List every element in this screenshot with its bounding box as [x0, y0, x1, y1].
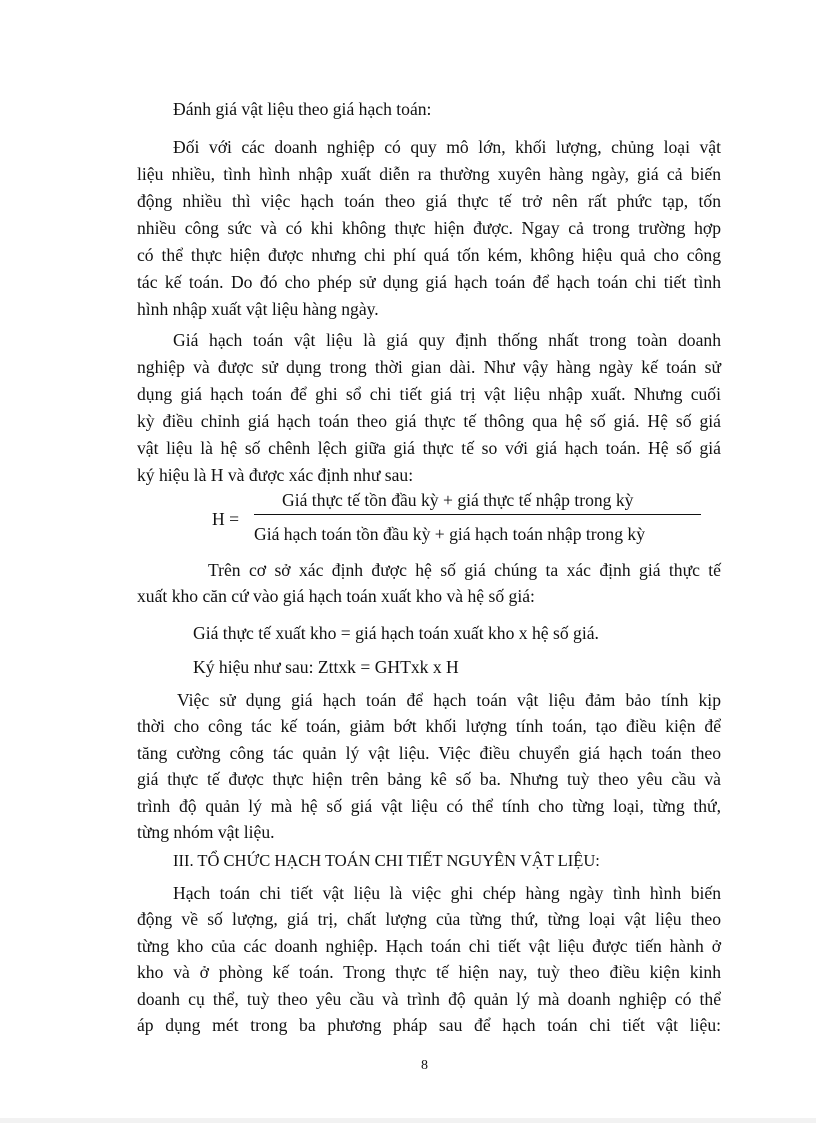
page-bottom-edge: [0, 1118, 816, 1123]
heading-valuation: Đánh giá vật liệu theo giá hạch toán:: [173, 99, 432, 119]
page-number: 8: [421, 1058, 428, 1073]
para2-line-4: kỳ điều chỉnh giá hạch toán theo giá thực tế thông qua hệ số giá. Hệ số giá: [137, 411, 721, 431]
para5-line-5: doanh cụ thể, tuỳ theo yêu cầu và trình độ quản lý mà doanh nghiệp có thể: [137, 989, 721, 1009]
para3-line-2: xuất kho căn cứ vào giá hạch toán xuất kho và hệ số giá:: [137, 586, 535, 606]
para2-line-6: ký hiệu là H và được xác định như sau:: [137, 465, 414, 485]
formula-denominator: Giá hạch toán tồn đầu kỳ + giá hạch toán nhập trong kỳ: [254, 524, 646, 544]
section-heading: III. TỔ CHỨC HẠCH TOÁN CHI TIẾT NGUYÊN VẬT LIỆU:: [173, 851, 600, 870]
para5-line-6: áp dụng mét trong ba phương pháp sau để hạch toán chi tiết vật liệu:: [137, 1015, 721, 1035]
para4-line-3: tăng cường công tác quản lý vật liệu. Việc điều chuyển giá hạch toán theo: [137, 743, 721, 763]
para5-line-2: động về số lượng, giá trị, chất lượng của từng thứ, từng loại vật liệu theo: [137, 909, 721, 929]
formula-lhs: H =: [212, 509, 240, 529]
para2-line-1: Giá hạch toán vật liệu là giá quy định thống nhất trong toàn doanh: [173, 330, 721, 350]
fraction-bar: [254, 514, 701, 515]
para5-line-1: Hạch toán chi tiết vật liệu là việc ghi chép hàng ngày tình hình biến: [173, 883, 721, 903]
para5-line-4: kho và ở phòng kế toán. Trong thực tế hiện nay, tuỳ theo điều kiện kinh: [137, 962, 721, 982]
para1-line-4: nhiều công sức và có khi không thực hiện được. Ngay cả trong trường hợp: [137, 218, 721, 238]
para2-line-2: nghiệp và được sử dụng trong thời gian dài. Như vậy hàng ngày kế toán sử: [137, 357, 721, 377]
para1-line-2: liệu nhiều, tình hình nhập xuất diễn ra thường xuyên hàng ngày, giá cả biến: [137, 164, 721, 184]
para4-line-1: Việc sử dụng giá hạch toán để hạch toán vật liệu đảm bảo tính kịp: [177, 690, 721, 710]
para4-line-5: trình độ quản lý mà hệ số giá vật liệu có thể tính cho từng loại, từng thứ,: [137, 796, 721, 816]
para4-line-2: thời cho công tác kế toán, giảm bớt khối lượng tính toán, tạo điều kiện để: [137, 716, 721, 736]
para1-line-5: có thể thực hiện được nhưng chi phí quá tốn kém, không hiệu quả cho công: [137, 245, 721, 265]
para2-line-5: vật liệu là hệ số chênh lệch giữa giá thực tế so với giá hạch toán. Hệ số giá: [137, 438, 721, 458]
para4-line-6: từng nhóm vật liệu.: [137, 822, 275, 842]
para4-line-4: giá thực tế được thực hiện trên bảng kê số ba. Nhưng tuỳ theo yêu cầu và: [137, 769, 721, 789]
para3-line-1: Trên cơ sở xác định được hệ số giá chúng ta xác định giá thực tế: [208, 560, 721, 580]
symbol-line: Ký hiệu như sau: Zttxk = GHTxk x H: [193, 657, 459, 677]
para2-line-3: dụng giá hạch toán để ghi sổ chi tiết giá trị vật liệu nhập xuất. Nhưng cuối: [137, 384, 721, 404]
para1-line-3: động nhiều thì việc hạch toán theo giá thực tế trở nên rất phức tạp, tốn: [137, 191, 721, 211]
para1-line-6: tác kế toán. Do đó cho phép sử dụng giá hạch toán để hạch toán chi tiết tình: [137, 272, 721, 292]
para1-line-7: hình nhập xuất vật liệu hàng ngày.: [137, 299, 379, 319]
formula-export: Giá thực tế xuất kho = giá hạch toán xuất kho x hệ số giá.: [193, 623, 599, 643]
para1-line-1: Đối với các doanh nghiệp có quy mô lớn, khối lượng, chủng loại vật: [173, 137, 721, 157]
formula-numerator: Giá thực tế tồn đầu kỳ + giá thực tế nhập trong kỳ: [282, 490, 634, 510]
para5-line-3: từng kho của các doanh nghiệp. Hạch toán chi tiết vật liệu được tiến hành ở: [137, 936, 721, 956]
